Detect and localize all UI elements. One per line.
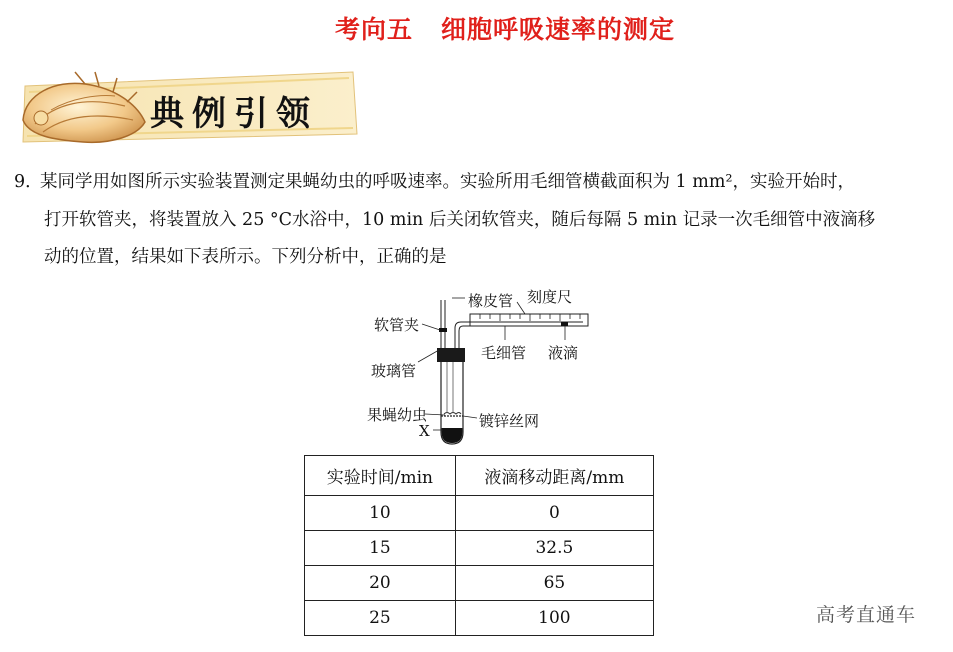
table-row <box>305 531 654 566</box>
question-number: 9． <box>14 172 43 192</box>
label-mesh: 镀锌丝网 <box>479 412 540 430</box>
results-table <box>304 455 654 636</box>
section-title-part2: 细胞呼吸速率的测定 <box>441 15 676 44</box>
label-capillary: 毛细管 <box>481 344 527 362</box>
header-time: 实验时间/min <box>305 456 456 496</box>
section-title-part1: 考向五 <box>334 15 413 44</box>
table-row <box>305 566 654 601</box>
watermark: 高考直通车 <box>816 604 917 626</box>
question-block <box>14 164 944 277</box>
label-glass-tube: 玻璃管 <box>371 362 417 380</box>
question-line-3: 动的位置，结果如下表所示。下列分析中，正确的是 <box>44 247 447 267</box>
table-row <box>305 496 654 531</box>
label-hose-clamp: 软管夹 <box>374 316 420 334</box>
cell-distance: 65 <box>455 566 653 601</box>
cell-distance: 0 <box>455 496 653 531</box>
cell-time: 25 <box>305 601 456 636</box>
section-title <box>0 10 953 46</box>
cell-time: 10 <box>305 496 456 531</box>
question-line-2: 打开软管夹，将装置放入 25 °C水浴中，10 min 后关闭软管夹，随后每隔 5 min 记录一次毛细管中液滴移 <box>44 209 876 230</box>
cell-distance: 32.5 <box>455 531 653 566</box>
cell-time: 15 <box>305 531 456 566</box>
label-x: X <box>419 422 430 440</box>
label-droplet: 液滴 <box>548 344 579 362</box>
question-line-1: 某同学用如图所示实验装置测定果蝇幼虫的呼吸速率。实验所用毛细管横截面积为 1 mm²，实验开始时， <box>40 172 855 192</box>
label-larvae: 果蝇幼虫 <box>367 406 428 424</box>
label-ruler: 刻度尺 <box>527 288 573 306</box>
cell-time: 20 <box>305 566 456 601</box>
label-rubber-tube: 橡皮管 <box>468 292 514 310</box>
header-distance: 液滴移动距离/mm <box>455 456 653 496</box>
apparatus-diagram <box>355 282 600 452</box>
table-row <box>305 601 654 636</box>
banner-label: 典例引领 <box>150 94 318 134</box>
table-header-row <box>305 456 654 496</box>
cell-distance: 100 <box>455 601 653 636</box>
